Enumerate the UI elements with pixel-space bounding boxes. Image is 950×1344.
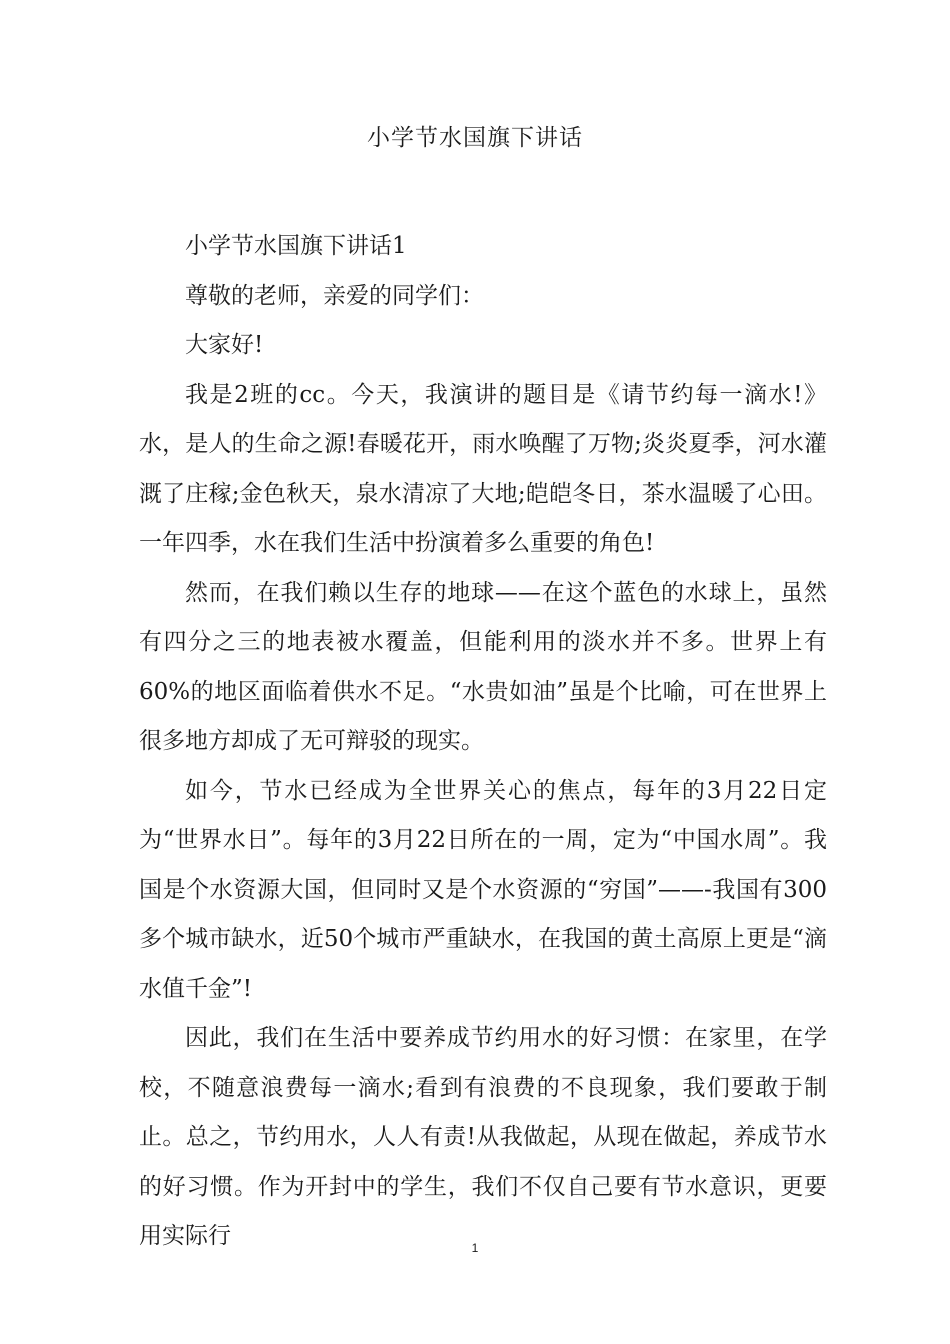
paragraph-greeting: 大家好! bbox=[185, 332, 264, 358]
document-body bbox=[139, 222, 827, 1262]
paragraph-introduction: 我是2班的cc。今天，我演讲的题目是《请节约每一滴水!》水，是人的生命之源!春暖花开，雨水唤醒了万物;炎炎夏季，河水灌溉了庄稼;金色秋天，泉水清凉了大地;皑皑冬日，茶水温暖了心田。一年四季，水在我们生活中扮演着多么重要的角色! bbox=[139, 381, 827, 556]
document-title: 小学节水国旗下讲话 bbox=[367, 125, 583, 151]
paragraph-water-scarcity: 然而，在我们赖以生存的地球——在这个蓝色的水球上，虽然有四分之三的地表被水覆盖，但能利用的淡水并不多。世界上有60%的地区面临着供水不足。“水贵如油”虽是个比喻，可在世界上很多地方却成了无可辩驳的现实。 bbox=[139, 579, 827, 754]
page-number: 1 bbox=[471, 1241, 479, 1255]
paragraph-speech-heading: 小学节水国旗下讲话1 bbox=[185, 233, 407, 259]
paragraph-salutation: 尊敬的老师，亲爱的同学们： bbox=[185, 282, 484, 309]
paragraph-water-day: 如今，节水已经成为全世界关心的焦点，每年的3月22日定为“世界水日”。每年的3月22日所在的一周，定为“中国水周”。我国是个水资源大国，但同时又是个水资源的“穷国”——-我国有300多个城市缺水，近50个城市严重缺水，在我国的黄土高原上更是“滴水值千金”! bbox=[139, 777, 827, 1002]
paragraph-call-to-action: 因此，我们在生活中要养成节约用水的好习惯：在家里，在学校，不随意浪费每一滴水;看到有浪费的不良现象，我们要敢于制止。总之，节约用水，人人有责!从我做起，从现在做起，养成节水的好习惯。作为开封中的学生，我们不仅自己要有节水意识，更要用实际行 bbox=[139, 1025, 827, 1249]
